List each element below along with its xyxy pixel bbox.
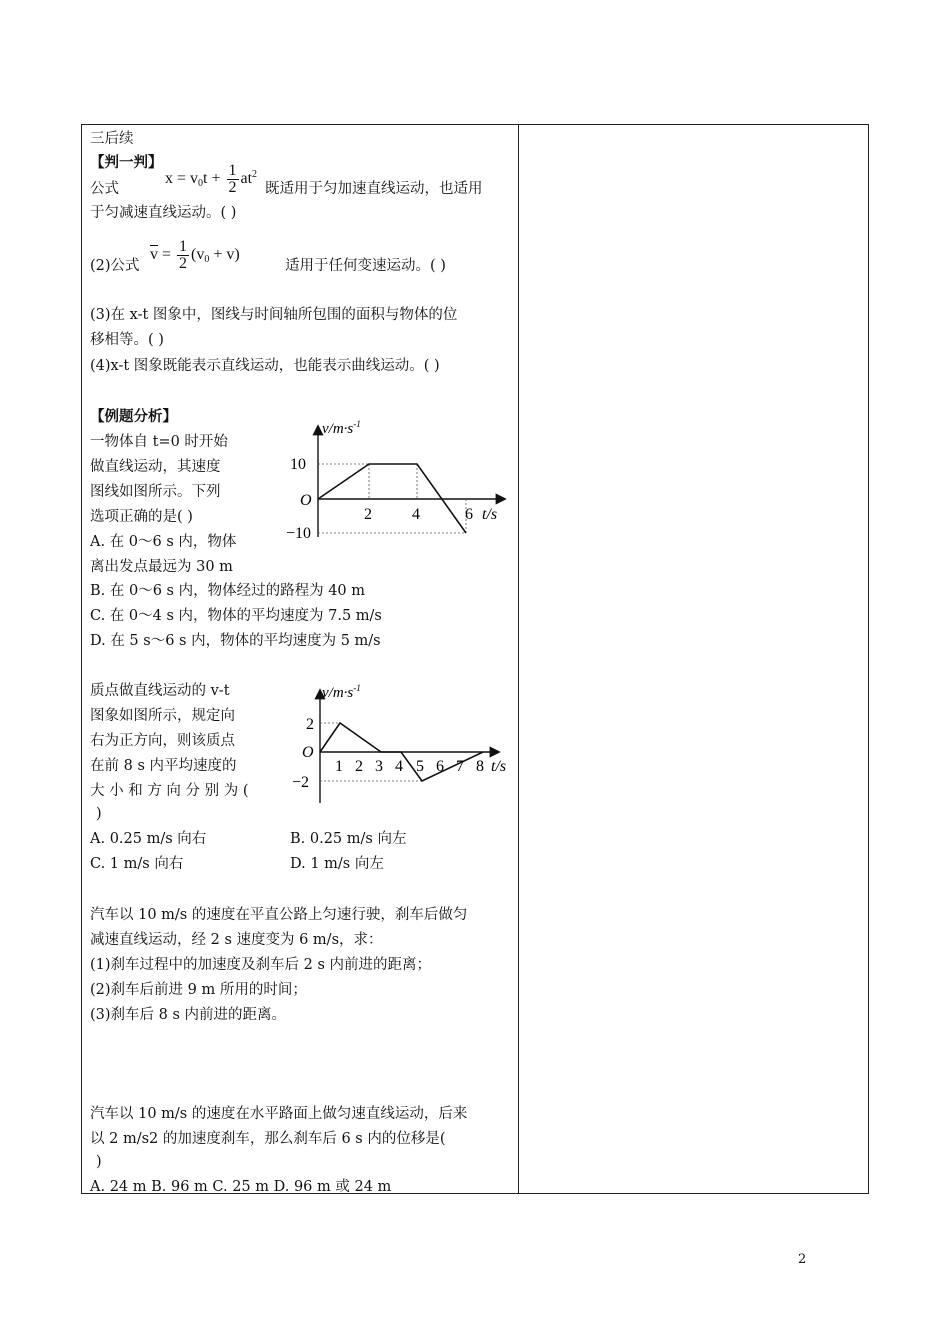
q1-y-tick-10: 10 xyxy=(290,456,306,473)
q2-x-tick-5: 5 xyxy=(416,758,424,775)
judge-item-3-text-2: 移相等。( ) xyxy=(90,332,164,348)
q2-y-label: $v/m\cdot s^{-1}$ xyxy=(322,683,361,701)
judge-item-1-text-1: 既适用于匀加速直线运动，也适用 xyxy=(265,181,483,197)
page-number: 2 xyxy=(798,1252,807,1267)
q4-line-1: 汽车以 10 m/s 的速度在水平路面上做匀速直线运动，后来 xyxy=(90,1106,468,1122)
q1-x-tick-2: 2 xyxy=(364,506,372,523)
q2-y-tick-neg2: −2 xyxy=(292,774,310,791)
q2-x-tick-2: 2 xyxy=(355,758,363,775)
q1-velocity-graph xyxy=(286,415,516,545)
q2-line-3: 右为正方向，则该质点 xyxy=(90,733,235,749)
q4-options: A. 24 m B. 96 m C. 25 m D. 96 m 或 24 m xyxy=(90,1179,392,1195)
average-velocity-formula: $\overline{v}$ = $\frac{1}{2}$ $(v_0 + v)$ xyxy=(150,238,240,272)
q1-line-2: 做直线运动，其速度 xyxy=(90,459,221,475)
q2-line-2: 图象如图所示，规定向 xyxy=(90,708,235,724)
q1-line-1: 一物体自 t=0 时开始 xyxy=(90,434,228,450)
q2-line-4: 在前 8 s 内平均速度的 xyxy=(90,758,237,774)
judge-item-1-prefix: 公式 xyxy=(90,181,119,197)
q4-line-3: ) xyxy=(96,1154,102,1170)
q2-line-5: 大 小 和 方 向 分 别 为 ( xyxy=(90,783,249,799)
q2-x-label: t/s xyxy=(491,758,507,775)
q3-line-1: 汽车以 10 m/s 的速度在平直公路上匀速行驶，刹车后做匀 xyxy=(90,907,468,923)
q3-line-2: 减速直线运动，经 2 s 速度变为 6 m/s，求： xyxy=(90,932,383,948)
q1-x-tick-6: 6 xyxy=(465,506,473,523)
example-heading: 【例题分析】 xyxy=(90,408,177,425)
q2-x-tick-1: 1 xyxy=(335,758,343,775)
q1-line-3: 图线如图所示。下列 xyxy=(90,484,221,500)
section-title: 三后续 xyxy=(90,131,134,147)
q2-origin-label: O xyxy=(302,744,314,761)
judge-item-1-text-2: 于匀减速直线运动。( ) xyxy=(90,205,237,221)
q2-y-tick-2: 2 xyxy=(306,716,314,733)
q1-option-b: B. 在 0～6 s 内，物体经过的路程为 40 m xyxy=(90,583,366,599)
kinematics-formula-1: $x = v_0t$ + $\frac{1}{2}$ $at^2$ xyxy=(165,162,258,196)
q1-x-label: t/s xyxy=(482,506,498,523)
judge-heading: 【判一判】 xyxy=(90,154,163,171)
worksheet-table xyxy=(81,124,869,1194)
q2-x-tick-7: 7 xyxy=(456,758,464,775)
q2-option-a: A. 0.25 m/s 向右 xyxy=(90,831,207,847)
q1-option-d: D. 在 5 s～6 s 内，物体的平均速度为 5 m/s xyxy=(90,633,381,649)
q2-option-b: B. 0.25 m/s 向左 xyxy=(290,831,407,847)
judge-item-3-text-1: (3)在 x-t 图象中，图线与时间轴所包围的面积与物体的位 xyxy=(90,307,458,323)
q2-x-tick-3: 3 xyxy=(375,758,383,775)
q1-x-tick-4: 4 xyxy=(412,506,420,523)
q1-line-5: A. 在 0～6 s 内，物体 xyxy=(90,534,237,550)
q3-line-5: (3)刹车后 8 s 内前进的距离。 xyxy=(90,1007,287,1023)
q2-option-c: C. 1 m/s 向右 xyxy=(90,856,184,872)
column-divider xyxy=(518,125,519,1193)
q1-origin-label: O xyxy=(300,492,312,509)
q1-y-tick-neg10: −10 xyxy=(286,525,312,542)
judge-item-4-text: (4)x-t 图象既能表示直线运动，也能表示曲线运动。( ) xyxy=(90,358,440,374)
q2-velocity-graph xyxy=(288,683,518,807)
q2-option-d: D. 1 m/s 向左 xyxy=(290,856,384,872)
q1-option-c: C. 在 0～4 s 内，物体的平均速度为 7.5 m/s xyxy=(90,608,382,624)
q1-y-label: $v/m\cdot s^{-1}$ xyxy=(322,419,361,437)
q1-line-4: 选项正确的是( ) xyxy=(90,509,193,525)
judge-item-2-text: 适用于任何变速运动。( ) xyxy=(285,258,446,274)
q4-line-2: 以 2 m/s2 的加速度刹车，那么刹车后 6 s 内的位移是( xyxy=(90,1131,446,1147)
q2-line-6: ) xyxy=(96,806,102,822)
judge-item-2-prefix: (2)公式 xyxy=(90,258,140,274)
q3-line-4: (2)刹车后前进 9 m 所用的时间； xyxy=(90,982,307,998)
q2-x-tick-6: 6 xyxy=(436,758,444,775)
q3-line-3: (1)刹车过程中的加速度及刹车后 2 s 内前进的距离； xyxy=(90,957,432,973)
q2-line-1: 质点做直线运动的 v-t xyxy=(90,683,230,699)
q1-line-6: 离出发点最远为 30 m xyxy=(90,559,233,575)
q2-x-tick-4: 4 xyxy=(395,758,403,775)
q2-x-tick-8: 8 xyxy=(476,758,484,775)
